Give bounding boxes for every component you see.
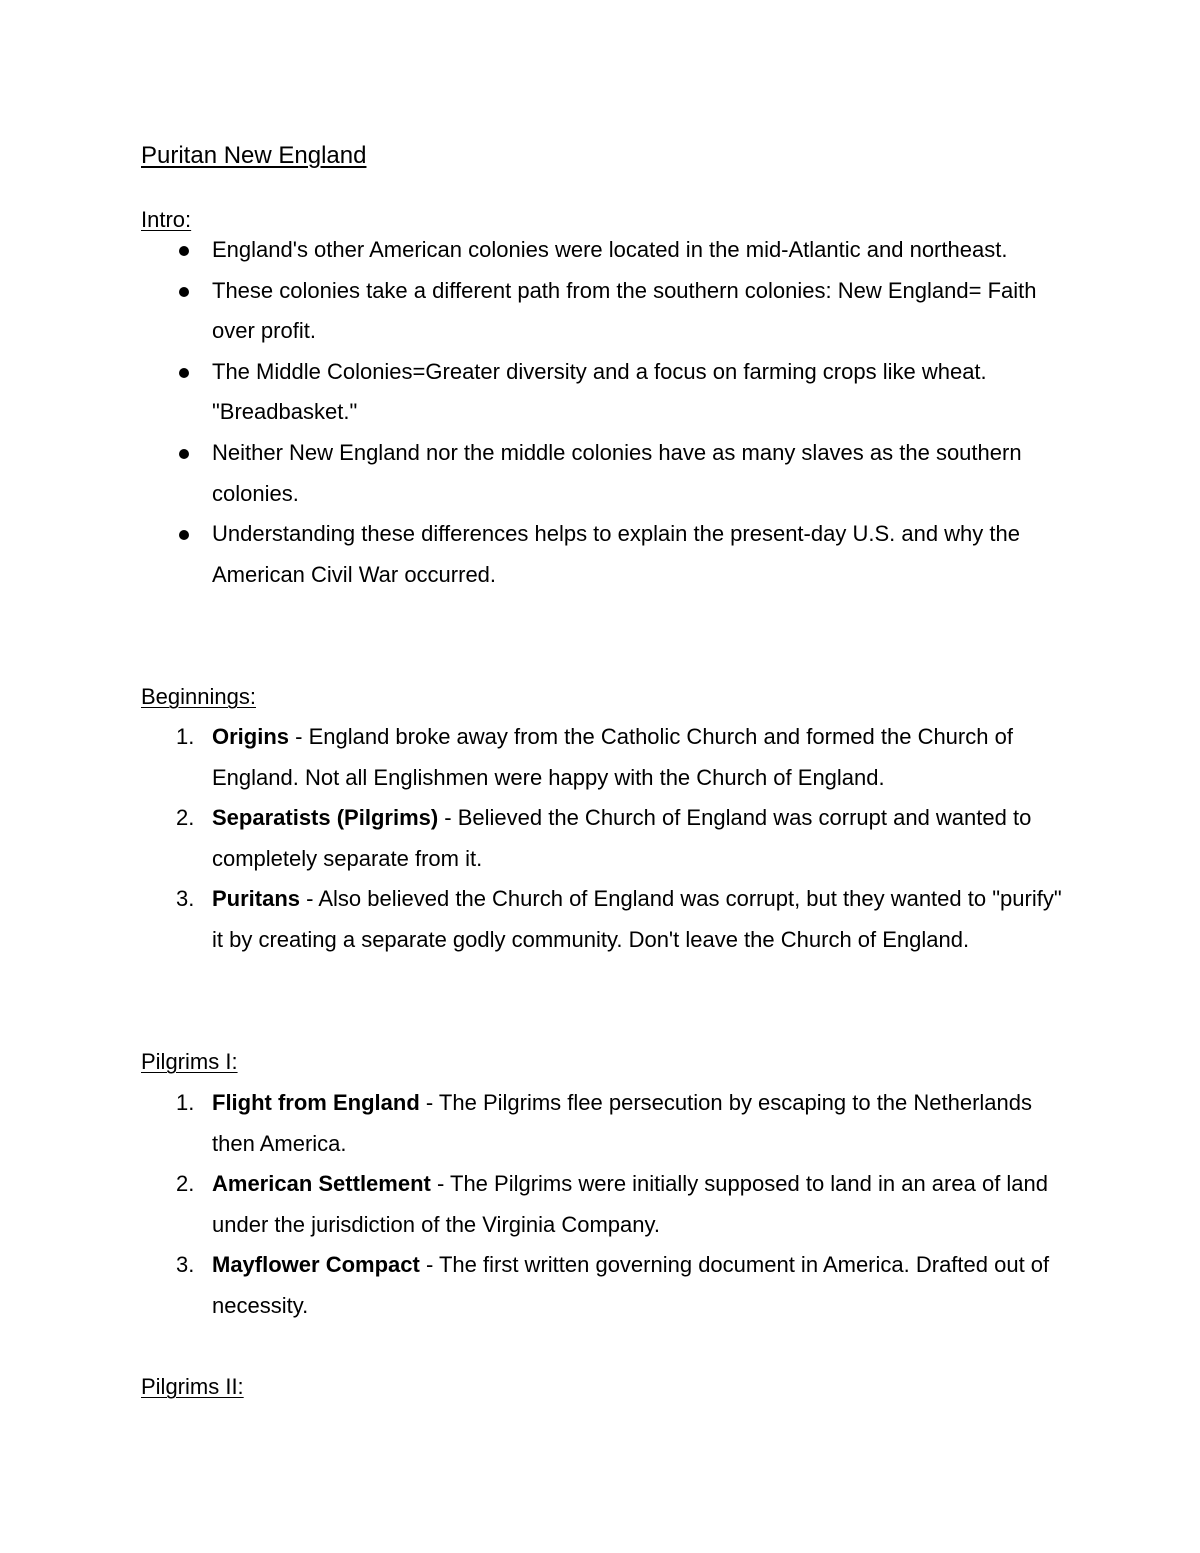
list-item — [141, 271, 1071, 352]
list-item-term: Separatists (Pilgrims) — [212, 805, 439, 831]
pilgrims-1-numbered-list — [141, 1083, 1071, 1327]
list-item-term: Puritans — [212, 886, 301, 912]
section-heading-pilgrims-1: Pilgrims I: — [141, 1049, 238, 1074]
list-item-text: Neither New England nor the middle colonies have as many slaves as the southern colonies. — [212, 439, 1022, 506]
list-item-term: Origins — [212, 724, 290, 749]
list-item-number: 2. — [176, 1171, 195, 1197]
list-item-text: The Middle Colonies=Greater diversity and a focus on farming crops like wheat. "Breadbasket." — [212, 358, 987, 425]
bullet-icon — [179, 530, 189, 540]
list-item-number: 1. — [176, 724, 195, 749]
list-item — [141, 352, 1071, 433]
intro-bullet-list — [141, 230, 1071, 595]
list-item-text: - The Pilgrims flee persecution by escaping to the Netherlands then America. — [212, 1090, 1033, 1156]
list-item-text: These colonies take a different path from the southern colonies: New England= Faith over profit. — [212, 277, 1037, 344]
list-item-text: - The first written governing document in America. Drafted out of necessity. — [212, 1252, 1050, 1318]
section-heading-beginnings: Beginnings: — [141, 684, 256, 709]
beginnings-numbered-list — [141, 717, 1071, 961]
list-item-term: Mayflower Compact — [212, 1252, 420, 1278]
bullet-icon — [179, 246, 189, 256]
list-item — [141, 798, 1071, 879]
list-item-text: - Believed the Church of England was corrupt and wanted to completely separate from it. — [212, 805, 1032, 871]
list-item — [141, 433, 1071, 514]
section-heading-pilgrims-2: Pilgrims II: — [141, 1374, 244, 1399]
list-item-text: - The Pilgrims were initially supposed to land in an area of land under the jurisdiction of the Virginia Company. — [212, 1171, 1049, 1237]
list-item — [141, 717, 1071, 798]
list-item-text: Understanding these differences helps to explain the present-day U.S. and why the American Civil War occurred. — [212, 521, 1020, 587]
list-item-number: 3. — [176, 886, 195, 912]
list-item-text: - Also believed the Church of England was corrupt, but they wanted to "purify" it by creating a separate godly community. Don't leave the Church of England. — [212, 886, 1062, 952]
list-item — [141, 879, 1071, 960]
list-item-term: Flight from England — [212, 1090, 420, 1115]
bullet-icon — [179, 449, 189, 459]
bullet-icon — [179, 368, 189, 378]
list-item-number: 3. — [176, 1252, 195, 1278]
list-item-number: 1. — [176, 1090, 195, 1115]
list-item-term: American Settlement — [212, 1171, 431, 1197]
list-item-text: - England broke away from the Catholic Church and formed the Church of England. Not all Englishmen were happy with the Church of England. — [212, 724, 1013, 790]
section-heading-intro: Intro: — [141, 207, 192, 232]
list-item — [141, 1083, 1071, 1164]
document-title: Puritan New England — [141, 142, 367, 169]
list-item-number: 2. — [176, 805, 195, 831]
list-item — [141, 1245, 1071, 1326]
list-item — [141, 230, 1071, 271]
bullet-icon — [179, 287, 189, 297]
list-item — [141, 1164, 1071, 1245]
list-item-text: England's other American colonies were located in the mid-Atlantic and northeast. — [212, 237, 1008, 262]
list-item — [141, 514, 1071, 595]
